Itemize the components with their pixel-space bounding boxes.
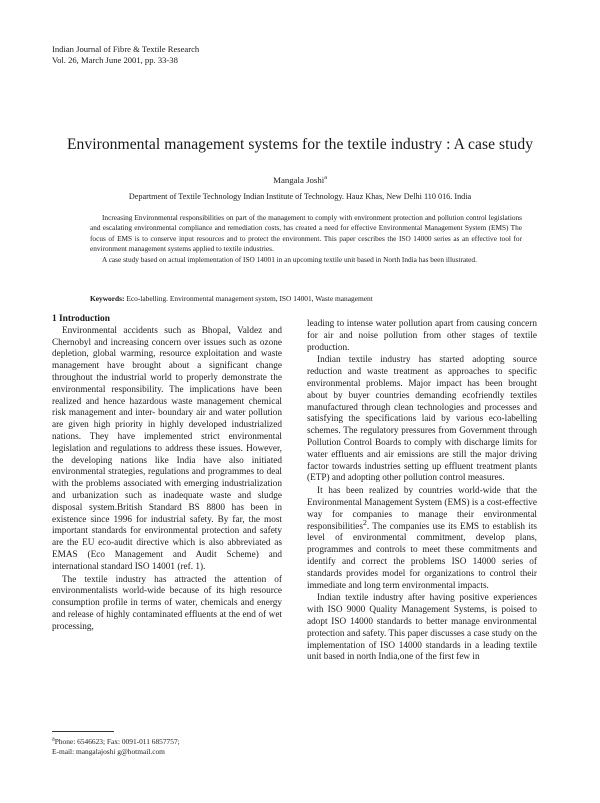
- right-column: [307, 319, 537, 664]
- body-paragraph: Indian textile industry has started adopting source reduction and waste treatment as approaches to specific environmental problems. Major impact has been brought about by buyer countries demanding ecofriendly textiles manufactured through clean technologies and processes and satisfying the specifications laid by various eco-labelling schemes. The regulatory pressures from Government through Pollution Control Boards to comply with discharge limits for water effluents and air emissions are still the major driving factor towards industries setting up effluent treatment plants (ETP) and adopting other pollution control measures.: [307, 355, 537, 484]
- abstract: [90, 213, 522, 265]
- abstract-paragraph: A case study based on actual implementation of ISO 14001 in an upcoming textile unit based in North India has been illustrated.: [102, 254, 477, 264]
- abstract-paragraph: Increasing Environmental responsibilities on part of the management to comply with environment protection and pollution control legislations and escalating environmental compliance and remediation costs, has created a need for effective Environmental Management System (EMS) The focus of EMS is to conserve input resources and to protect the environment. This paper cescribes the ISO 14000 series as an effective tool for environment management systems applied to textile industries.: [90, 213, 522, 254]
- footnote-mark: a: [52, 736, 55, 743]
- body-paragraph: leading to intense water pollution apart from causing concern for air and noise pollution from other stages of textile production.: [307, 319, 537, 353]
- author-line: [0, 175, 600, 185]
- author-name: Mangala Joshi: [273, 175, 325, 185]
- body-paragraph: [307, 486, 537, 592]
- article-title: Environmental management systems for the textile industry : A case study: [66, 136, 534, 153]
- body-paragraph: Indian textile industry after having positive experiences with ISO 9000 Quality Management Systems, is poised to adopt ISO 14000 standards to better manage environmental protection and safety. This paper discusses a case study on the implementation of ISO 14000 standards in a leading textile unit based in north India,one of the first few in: [307, 593, 537, 663]
- footnote-email: E-mail: mangalajoshi g@hotmail.com: [52, 747, 165, 756]
- left-column: [52, 314, 282, 634]
- body-paragraph: Environmental accidents such as Bhopal, Valdez and Chernobyl and increasing concern over issues such as ozone depletion, global warming, resource exploitation and waste management have brought about a significant change throughout the industrial world to properly demonstrate the environmental responsibility. The implications have been realized and hence hazardous waste management chemical risk management and inter- boundary air and water pollution are given high priority in highly developed industrialized nations. They have implemented strict environmental legislation and regulations to address these issues. However, the developing nations like India have also initiated environmental strategies, regulations and programmes to deal with the problems associated with emerging industrialization and urbanization such as inadequate waste and sludge disposal system.British Standard BS 8800 has been in existence since 1996 for industrial safety. By far, the most important standards for environmental protection and safety are the EU eco-audit directive which is also abbreviated as EMAS (Eco Management and Audit Scheme) and international standard ISO 14001 (ref. 1).: [52, 325, 282, 572]
- keywords-text: Eco-labelling. Environmental management system, ISO 14001, Waste management: [124, 294, 373, 303]
- body-paragraph: The textile industry has attracted the attention of environmentalists world-wide because of its high resource consumption profile in terms of water, chemicals and energy and release of highly contaminated effluents at the end of wet processing,: [52, 574, 282, 632]
- volume-info: Vol. 26, March June 2001, pp. 33-38: [52, 55, 178, 65]
- footnote-divider: [52, 731, 114, 732]
- body-text: . The companies use its EMS to establish its level of environmental commitment, develop plans, programmes and controls to meet these commitments and identify and correct the problems ISO 14000 series of standards provides model for organizations to control their immediate and long term environmental impacts.: [307, 521, 537, 591]
- reference-mark: 2: [363, 517, 367, 527]
- section-heading: 1 Introduction: [52, 314, 110, 324]
- author-affiliation: Department of Textile Technology Indian Institute of Technology. Hauz Khas, New Delhi 110 016. India: [128, 192, 472, 201]
- author-footnote-mark: a: [324, 175, 327, 182]
- journal-header: [52, 44, 199, 66]
- footnote-phone: $^a$Phone: 6546623; Fax: 0091-011 6857757;: [52, 736, 180, 746]
- footnote: [52, 737, 180, 757]
- body-text: It has been realized by countries world-wide that the Environmental Management System (EMS) is a cost-effective way for companies to manage their environmental responsibilities: [307, 486, 537, 532]
- keywords: [90, 294, 530, 303]
- keywords-label: Keywords:: [90, 294, 125, 303]
- journal-name: Indian Journal of Fibre & Textile Research: [52, 44, 200, 54]
